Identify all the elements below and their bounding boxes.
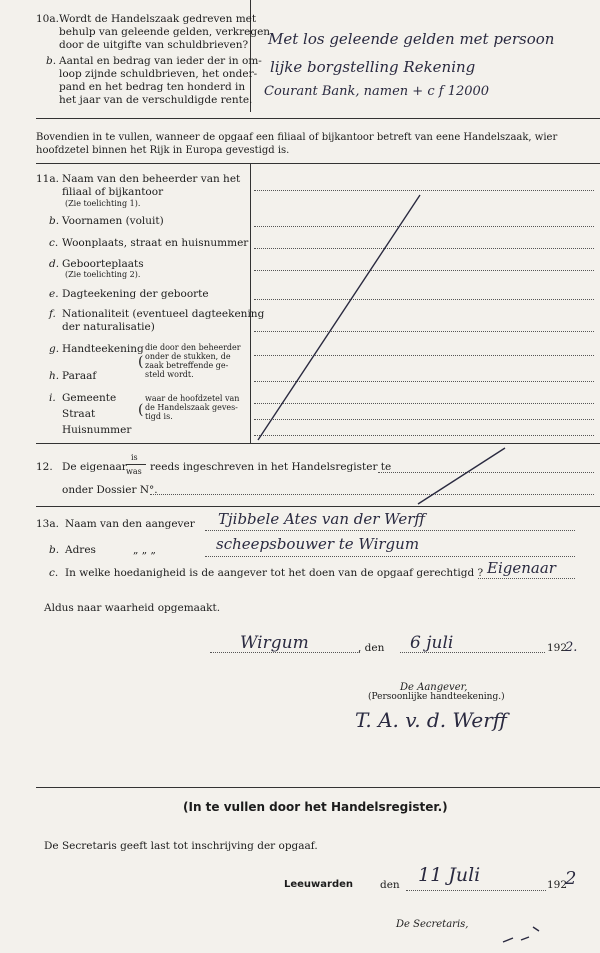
aangever-subtitle: (Persoonlijke handteekening.) — [368, 692, 505, 702]
q11c-text: Woonplaats, straat en huisnummer — [62, 237, 249, 249]
aangever-signature: T. A. v. d. Werff — [355, 708, 507, 732]
q13a-text: Naam van den aangever — [65, 518, 195, 530]
q13b-answer: scheepsbouwer te Wirgum — [216, 535, 420, 553]
q11d-label: d. — [49, 258, 60, 270]
aldus-text: Aldus naar waarheid opgemaakt. — [44, 602, 221, 614]
q11gh-note-1: die door den beheerder — [145, 343, 241, 352]
q11e-text: Dagteekening der geboorte — [62, 288, 209, 300]
q10-answer-line-1: Met los geleende gelden met persoon — [268, 30, 555, 48]
q13c-label: c. — [49, 567, 59, 579]
q11b-text: Voornamen (voluit) — [62, 215, 164, 227]
q11i-text-1: Gemeente — [62, 392, 117, 404]
aangever-title: De Aangever, — [400, 682, 468, 693]
q13c-text: In welke hoedanigheid is de aangever tot het doen van de opgaaf gerechtigd ? — [65, 567, 484, 579]
strike-line-11 — [258, 195, 420, 440]
q12-text-2: reeds ingeschreven in het Handelsregister te — [150, 461, 392, 473]
q10a-text-2: behulp van geleende gelden, verkregen — [59, 26, 271, 38]
q11e-label: e. — [49, 288, 59, 300]
closing-year-prefix: 192 — [547, 642, 568, 654]
register-header: (In te vullen door het Handelsregister.) — [183, 800, 448, 814]
q11g-label: g. — [49, 343, 60, 355]
q11i-label: i. — [49, 392, 56, 404]
q10b-label: b. — [46, 55, 57, 67]
q11a-text-1: Naam van den beheerder van het — [62, 173, 241, 185]
q11b-label: b. — [49, 215, 60, 227]
closing-den: , den — [358, 642, 385, 654]
strike-line-12 — [418, 448, 505, 504]
q10b-text-1: Aantal en bedrag van ieder der in om- — [59, 55, 262, 67]
q12-text-3: onder Dossier N°. — [62, 484, 158, 496]
q13a-answer: Tjibbele Ates van der Werff — [218, 510, 426, 528]
q11a-text-2: filiaal of bijkantoor — [62, 186, 164, 198]
q10a-label: 10a. — [36, 13, 59, 25]
q11i-note-3: tigd is. — [145, 412, 173, 421]
q11d-note: (Zie toelichting 2). — [65, 270, 141, 279]
closing-year-suffix: 2. — [565, 640, 578, 655]
register-secretaris-text: De Secretaris geeft last tot inschrijving der opgaaf. — [44, 840, 318, 852]
closing-date: 6 juli — [410, 633, 454, 653]
q10b-text-4: het jaar van de verschuldigde rente. — [59, 94, 253, 106]
q11i-text-3: Huisnummer — [62, 424, 132, 436]
q13b-ditto: „ „ „ — [133, 544, 156, 556]
q11f-text-2: der naturalisatie) — [62, 321, 155, 333]
q11gh-brace: ( — [138, 354, 144, 370]
q11c-label: c. — [49, 237, 59, 249]
q13c-answer: Eigenaar — [487, 559, 556, 577]
q11gh-note-3: zaak betreffende ge- — [145, 361, 229, 370]
secretaris-signature-mark — [503, 927, 539, 942]
q10b-text-2: loop zijnde schuldbrieven, het onder- — [59, 68, 258, 80]
register-year-suffix: 2 — [565, 868, 577, 889]
q11g-text: Handteekening — [62, 343, 144, 355]
q10a-text-3: door de uitgifte van schuldbrieven? — [59, 39, 249, 51]
q12-text-1: De eigenaar — [62, 461, 127, 473]
q11f-text-1: Nationaliteit (eventueel dagteekening — [62, 308, 265, 320]
register-den: den — [380, 879, 400, 891]
register-date: 11 Juli — [418, 864, 481, 886]
q10a-text-1: Wordt de Handelszaak gedreven met — [59, 13, 257, 25]
q13a-label: 13a. — [36, 518, 59, 530]
q11d-text: Geboorteplaats — [62, 258, 144, 270]
q11a-label: 11a. — [36, 173, 59, 185]
q12-was: was — [126, 467, 142, 476]
q11gh-note-2: onder de stukken, de — [145, 352, 231, 361]
q10-answer-line-3: Courant Bank, namen + c f 12000 — [264, 84, 490, 99]
q10b-text-3: pand en het bedrag ten honderd in — [59, 81, 246, 93]
q11f-label: f. — [49, 308, 56, 320]
secretaris-title: De Secretaris, — [396, 919, 469, 930]
register-place: Leeuwarden — [284, 879, 354, 890]
register-year-prefix: 192 — [547, 879, 568, 891]
q12-label: 12. — [36, 461, 53, 473]
bovendien-line-1: Bovendien in te vullen, wanneer de opgaaf een filiaal of bijkantoor betreft van eene Handelszaak, wier — [36, 132, 558, 143]
q13b-label: b. — [49, 544, 60, 556]
q11i-text-2: Straat — [62, 408, 96, 420]
q11gh-note-4: steld wordt. — [145, 370, 194, 379]
q12-is: is — [131, 453, 138, 462]
q11i-note-1: waar de hoofdzetel van — [145, 394, 240, 403]
q10-answer-line-2: lijke borgstelling Rekening — [270, 58, 476, 76]
q11a-note: (Zie toelichting 1). — [65, 199, 141, 208]
closing-place: Wirgum — [240, 633, 309, 653]
q11i-brace: ( — [138, 402, 144, 418]
q13b-text: Adres — [65, 544, 96, 556]
q11i-note-2: de Handelszaak geves- — [145, 403, 238, 412]
q11h-label: h. — [49, 370, 60, 382]
bovendien-line-2: hoofdzetel binnen het Rijk in Europa gevestigd is. — [36, 145, 290, 156]
q11h-text: Paraaf — [62, 370, 97, 382]
